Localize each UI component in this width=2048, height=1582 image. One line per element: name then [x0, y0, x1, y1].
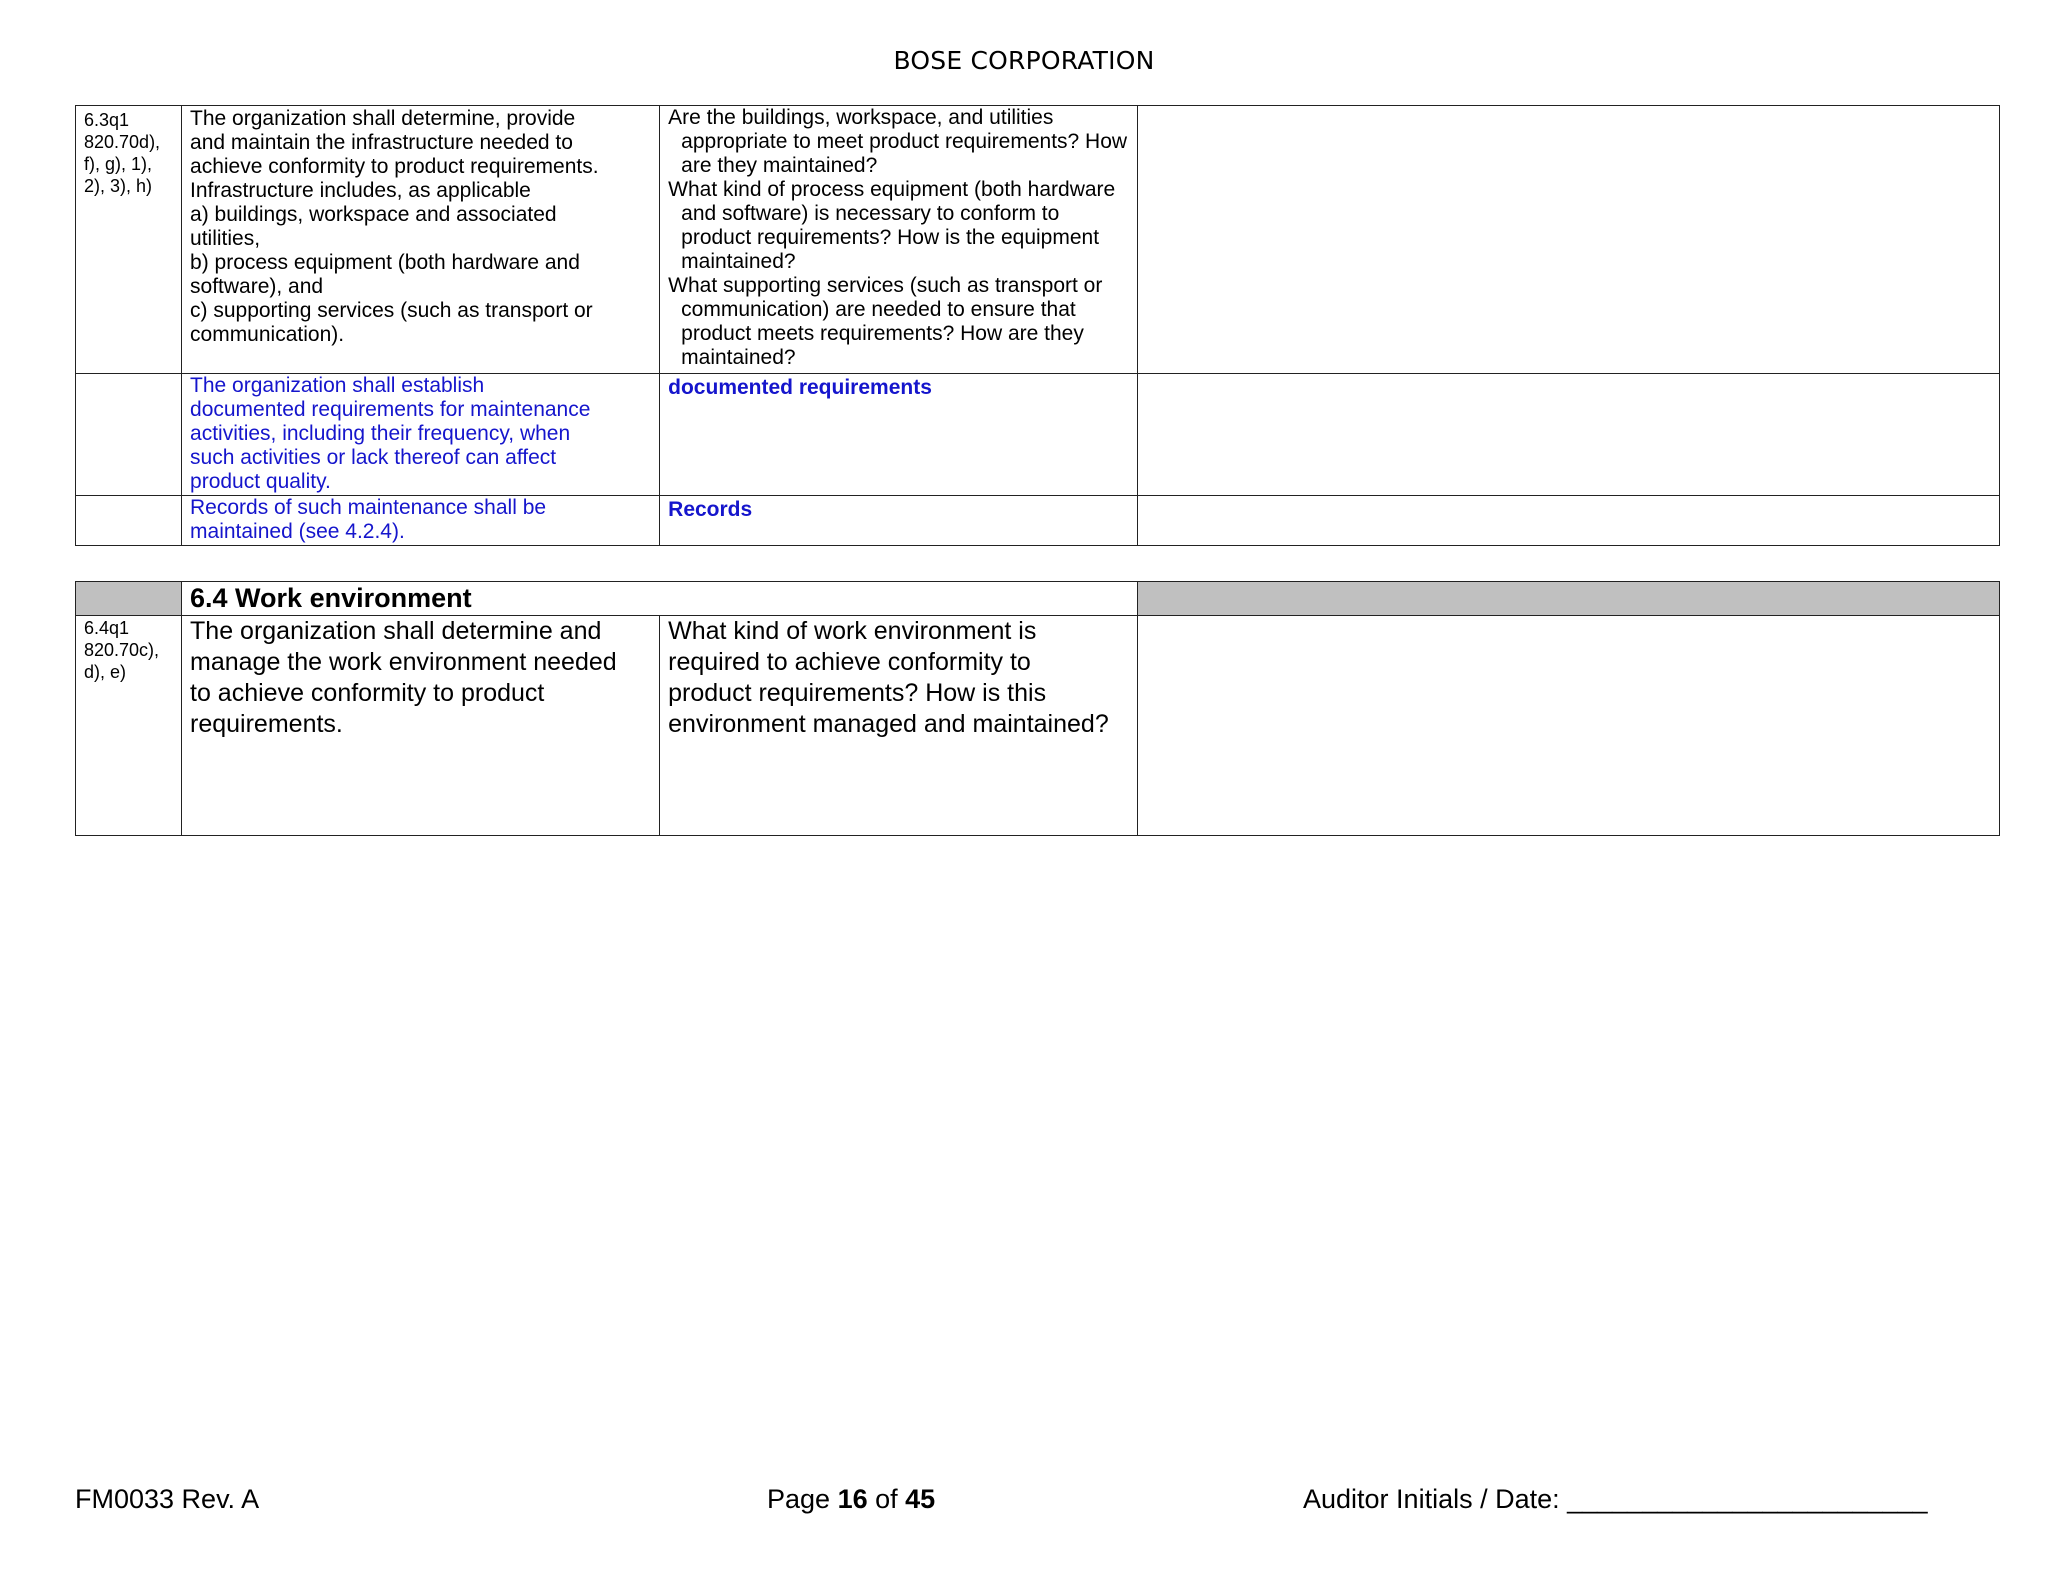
clause-reference	[76, 374, 182, 496]
page-prefix: Page	[767, 1484, 838, 1514]
ref-line: 6.4q1	[84, 618, 130, 638]
requirement-line: The organization shall establish	[190, 374, 485, 397]
section-header-row	[76, 582, 2000, 616]
section-title: 6.4 Work environment	[182, 582, 1138, 616]
requirement-line: maintained (see 4.2.4).	[190, 520, 405, 543]
ref-line: f), g), 1),	[84, 154, 153, 174]
question-line: product requirements? How is this	[668, 679, 1047, 707]
ref-line: 820.70d),	[84, 132, 161, 152]
clause-reference	[76, 496, 182, 546]
auditor-notes-cell[interactable]	[1138, 106, 2000, 374]
header-blank-cell	[1138, 582, 2000, 616]
question-line: environment managed and maintained?	[668, 710, 1109, 738]
ref-line: 6.3q1	[84, 110, 130, 130]
table-row	[76, 496, 2000, 546]
requirement-line: Infrastructure includes, as applicable	[190, 179, 531, 202]
requirement-line: manage the work environment needed	[190, 648, 617, 676]
requirement-line: such activities or lack thereof can affect	[190, 446, 557, 469]
requirement-line: communication).	[190, 323, 345, 346]
header-blank-cell	[76, 582, 182, 616]
audit-questions	[660, 106, 1138, 374]
form-id: FM0033 Rev. A	[75, 1484, 260, 1514]
requirement-text	[182, 374, 660, 496]
requirement-line: The organization shall determine and	[190, 617, 602, 645]
ref-line: d), e)	[84, 662, 127, 682]
requirement-line: documented requirements for maintenance	[190, 398, 591, 421]
page-of: of	[867, 1484, 906, 1514]
audit-question: What supporting services (such as transport or communication) are needed to ensure that product meets requirements? How are they maintained?	[668, 274, 1103, 369]
document-header: BOSE CORPORATION	[893, 46, 1155, 75]
requirement-text	[182, 496, 660, 546]
auditor-notes-cell[interactable]	[1138, 616, 2000, 836]
requirement-line: c) supporting services (such as transport or	[190, 299, 593, 322]
requirement-line: achieve conformity to product requirements.	[190, 155, 599, 178]
requirement-line: requirements.	[190, 710, 343, 738]
page-total: 45	[905, 1484, 936, 1514]
audit-keyword: documented requirements	[660, 374, 1138, 496]
requirement-line: to achieve conformity to product	[190, 679, 545, 707]
question-line: What kind of work environment is	[668, 617, 1037, 645]
clause-reference	[76, 616, 182, 836]
auditor-notes-cell[interactable]	[1138, 374, 2000, 496]
table-row	[76, 374, 2000, 496]
page-current: 16	[837, 1484, 868, 1514]
requirement-line: Records of such maintenance shall be	[190, 496, 547, 519]
requirement-line: product quality.	[190, 470, 331, 493]
table-row	[76, 616, 2000, 836]
requirement-line: a) buildings, workspace and associated	[190, 203, 557, 226]
infrastructure-table	[75, 105, 2000, 546]
requirement-line: utilities,	[190, 227, 261, 250]
work-environment-table	[75, 581, 2000, 836]
clause-reference	[76, 106, 182, 374]
ref-line: 2), 3), h)	[84, 176, 153, 196]
table-row	[76, 106, 2000, 374]
requirement-line: activities, including their frequency, when	[190, 422, 571, 445]
audit-keyword: Records	[660, 496, 1138, 546]
requirement-line: and maintain the infrastructure needed to	[190, 131, 573, 154]
auditor-initials-date[interactable]: Auditor Initials / Date: ________________________	[1303, 1484, 1928, 1514]
auditor-notes-cell[interactable]	[1138, 496, 2000, 546]
page-number	[767, 1484, 935, 1515]
audit-questions	[660, 616, 1138, 836]
question-line: required to achieve conformity to	[668, 648, 1031, 676]
ref-line: 820.70c),	[84, 640, 160, 660]
requirement-text	[182, 616, 660, 836]
requirement-line: b) process equipment (both hardware and	[190, 251, 580, 274]
audit-question: Are the buildings, workspace, and utilities appropriate to meet product requirements? How are they maintained?	[668, 106, 1128, 177]
requirement-line: The organization shall determine, provide	[190, 107, 576, 130]
requirement-line: software), and	[190, 275, 324, 298]
requirement-text	[182, 106, 660, 374]
audit-question: What kind of process equipment (both hardware and software) is necessary to conform to product requirements? How is the equipment maintained?	[668, 178, 1116, 273]
